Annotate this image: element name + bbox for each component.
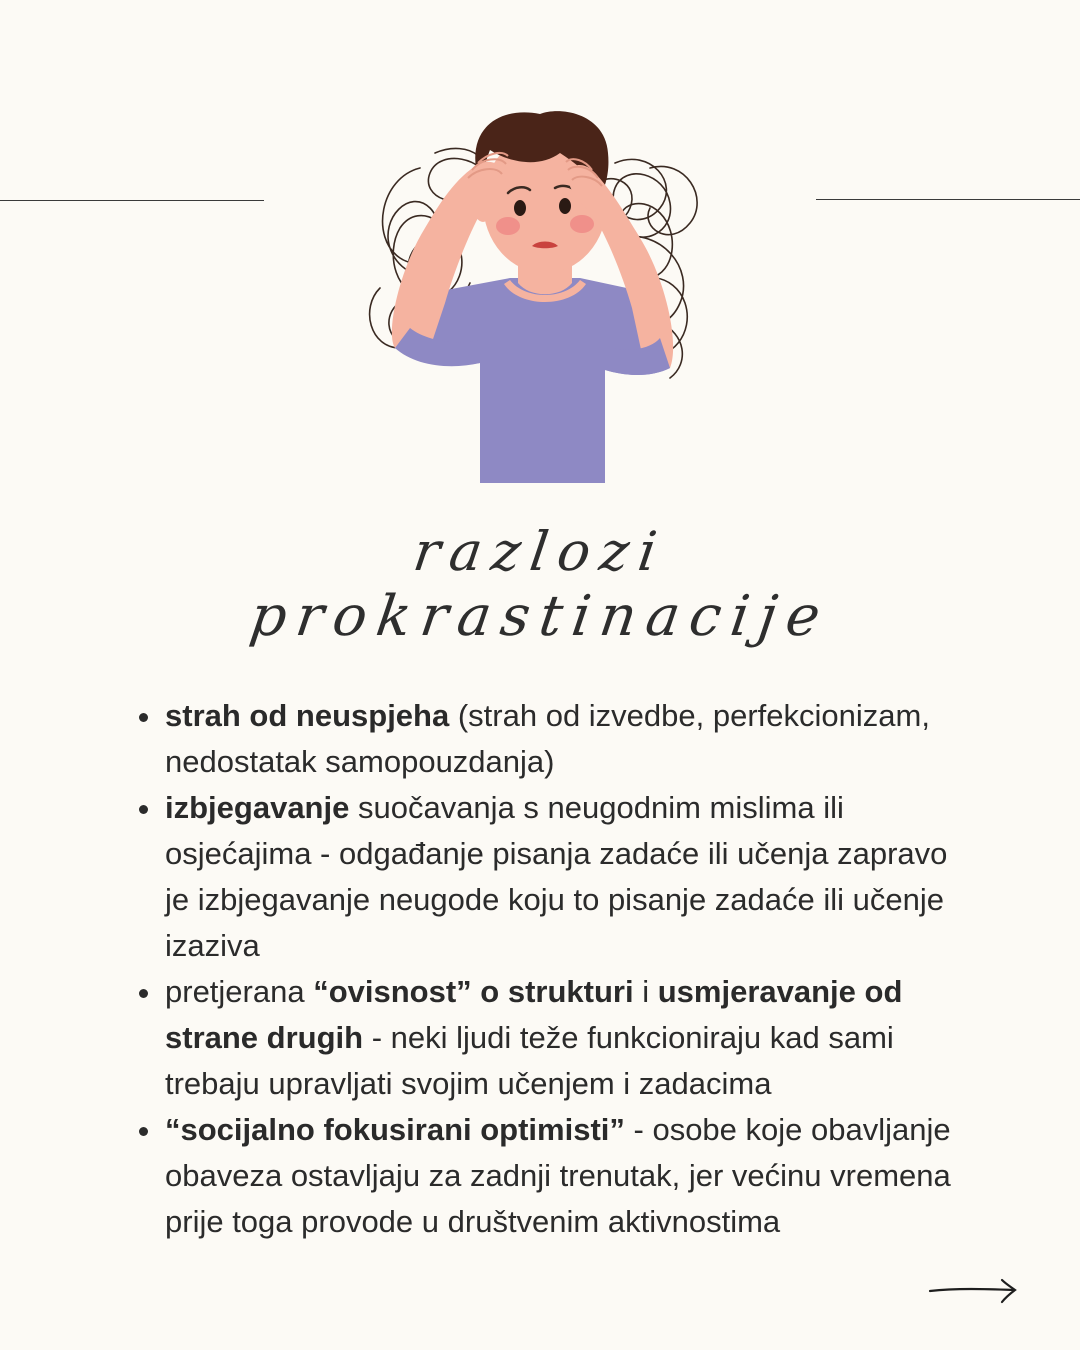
reason-heading: izbjegavanje	[165, 790, 350, 825]
reason-text: suočavanja s neugodnim mislima ili osjećajima - odgađanje pisanja zadaće ili učenja zapravo je izbjegavanje neugode koju to pisanje zadaće ili učenje izaziva	[165, 790, 948, 963]
page-title	[0, 520, 1080, 650]
reason-text: pretjerana	[165, 974, 314, 1009]
reason-heading: “socijalno fokusirani optimisti”	[165, 1112, 625, 1147]
title-line-2: prokrastinacije	[246, 584, 835, 649]
list-item	[137, 969, 967, 1107]
reason-text: - osobe koje obavljanje obaveza ostavljaju za zadnji trenutak, jer većinu vremena prije toga provode u društvenim aktivnostima	[165, 1112, 951, 1239]
divider-line-right	[816, 199, 1080, 200]
list-item	[137, 1107, 967, 1245]
reason-text: - neki ljudi teže funkcioniraju kad sami trebaju upravljati svojim učenjem i zadacima	[165, 1020, 894, 1101]
reasons-list	[137, 693, 967, 1245]
list-item	[137, 785, 967, 969]
reason-text: i	[633, 974, 658, 1009]
title-line-1: razlozi	[409, 520, 671, 583]
reason-text: (strah od izvedbe, perfekcionizam, nedostatak samopouzdanja)	[165, 698, 930, 779]
stressed-person-illustration	[360, 108, 720, 483]
reason-heading: usmjeravanje od strane drugih	[165, 974, 903, 1055]
arrow-right-icon[interactable]	[926, 1276, 1020, 1306]
reason-heading: strah od neuspjeha	[165, 698, 450, 733]
divider-line-left	[0, 200, 264, 201]
reason-heading: “ovisnost” o strukturi	[313, 974, 634, 1009]
list-item	[137, 693, 967, 785]
